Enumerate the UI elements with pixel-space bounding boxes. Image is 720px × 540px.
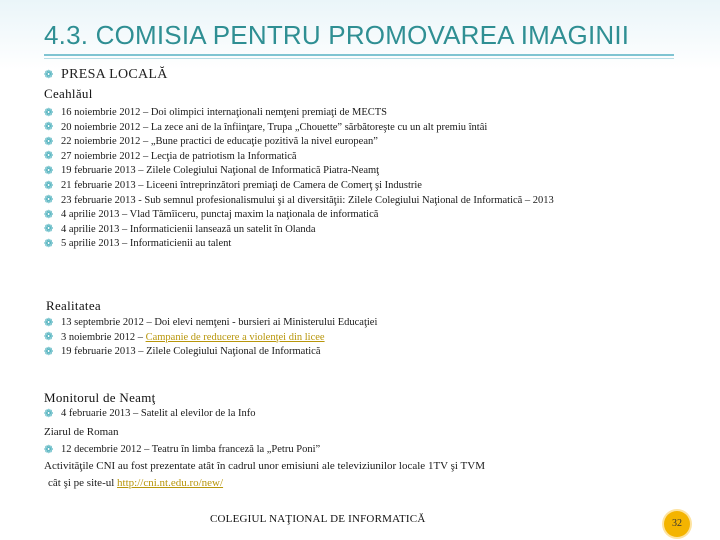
bullet-icon: ❁ [44,237,54,250]
bullet-icon: ❁ [44,208,54,221]
presa-label: PRESA LOCALĂ [61,67,168,82]
slide-title: 4.3. COMISIA PENTRU PROMOVAREA IMAGINII [44,20,630,50]
bullet-icon: ❁ [44,194,54,207]
realitatea-heading: Realitatea [46,298,101,313]
ceahlaul-heading: Ceahlăul [44,86,93,101]
list-item: ❁ 20 noiembrie 2012 – La zece ani de la înfiinţare, Trupa „Chouette” sărbătoreşte cu un alt premiu întâi [44,121,488,134]
ziarul-heading: Ziarul de Roman [44,426,119,438]
footer-school-name: COLEGIUL NAŢIONAL DE INFORMATICĂ [210,513,426,525]
realitatea-list [44,316,377,360]
list-item: ❁ 4 aprilie 2013 – Vlad Tămîiceru, punctaj maxim la naţionala de informatică [44,208,379,221]
list-item: ❁ 4 aprilie 2013 – Informaticienii lansează un satelit în Olanda [44,223,316,236]
list-item: ❁ 13 septembrie 2012 – Doi elevi nemţeni - bursieri ai Ministerului Educaţiei [44,316,378,329]
list-item: ❁ 19 februarie 2013 – Zilele Colegiului Naţional de Informatică Piatra-Neamţ [44,164,380,177]
bullet-icon: ❁ [44,164,54,177]
activitati-text: Activităţile CNI au fost prezentate atât în cadrul unor emisiuni ale televiziunilor locale 1TV şi TVM [44,460,485,472]
monitorul-item: ❁ 4 februarie 2013 – Satelit al elevilor de la Info [44,407,256,420]
title-underline-thin [44,58,674,59]
list-item: ❁ 5 aprilie 2013 – Informaticienii au talent [44,237,232,250]
bullet-icon: ❁ [44,223,54,236]
list-item: ❁ 16 noiembrie 2012 – Doi olimpici internaţionali nemţeni premiaţi de MECTS [44,106,388,119]
bullet-icon: ❁ [44,407,54,420]
ziarul-item: ❁ 12 decembrie 2012 – Teatru în limba franceză la „Petru Poni” [44,443,321,456]
campanie-link[interactable]: Campanie de reducere a violenţei din licee [145,331,325,343]
ceahlaul-list [44,106,554,252]
list-item: ❁ 27 noiembrie 2012 – Lecţia de patriotism la Informatică [44,150,297,163]
site-link[interactable]: http://cni.nt.edu.ro/new/ [117,477,224,489]
bullet-icon: ❁ [44,331,54,344]
bullet-icon: ❁ [44,345,54,358]
bullet-icon: ❁ [44,316,54,329]
bullet-icon: ❁ [44,135,54,148]
bullet-icon: ❁ [44,150,54,163]
page-number-badge: 32 [664,511,690,537]
list-item: ❁ 21 februarie 2013 – Liceeni întreprinzători premiaţi de Camera de Comerţ şi Industrie [44,179,422,192]
site-line: cât şi pe site-ul http://cni.nt.edu.ro/new/ [48,477,224,489]
list-item: ❁ 22 noiembrie 2012 – „Bune practici de educaţie pozitivă la nivel european” [44,135,378,148]
bullet-icon: ❁ [44,179,54,192]
list-item: ❁ 3 noiembrie 2012 – Campanie de reducere a violenţei din licee [44,331,325,344]
bullet-icon: ❁ [44,68,54,81]
title-underline [44,54,674,56]
monitorul-heading: Monitorul de Neamţ [44,390,156,405]
bullet-icon: ❁ [44,121,54,134]
bullet-icon: ❁ [44,106,54,119]
bullet-icon: ❁ [44,443,54,456]
list-item: ❁ 23 februarie 2013 - Sub semnul profesionalismului şi al diversităţii: Zilele Colegiului Naţional de Informatică – 2013 [44,194,554,207]
presa-locala-heading [44,67,168,83]
list-item: ❁ 19 februarie 2013 – Zilele Colegiului Naţional de Informatică [44,345,321,358]
